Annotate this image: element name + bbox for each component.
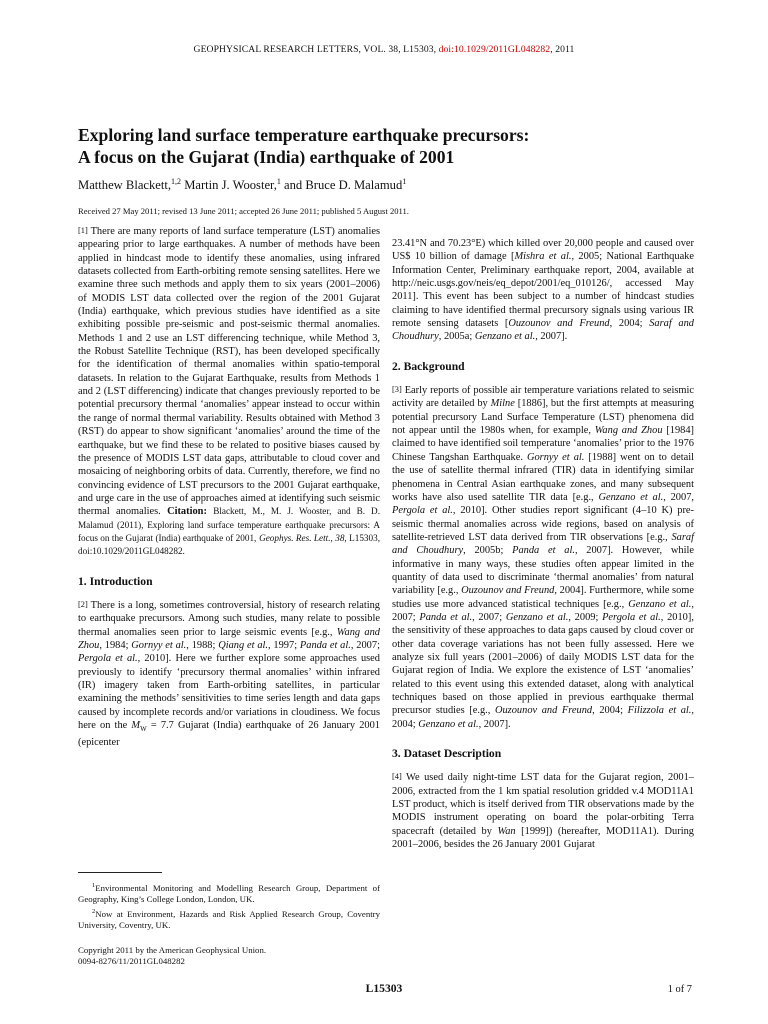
body-text: , 2005b; [463, 545, 504, 557]
body-text: , 2007; [350, 639, 380, 651]
body-text: , 2007, [663, 491, 694, 503]
reference[interactable]: Genzano et al. [505, 611, 569, 623]
reference[interactable]: Panda et al. [419, 611, 473, 623]
body-text: , 2010]. Other studies report significant (4–10 K) pre-seismic thermal anomalies across wide regions, based on analysis of satellite-retrieved LST data derived from TIR observations [e.g., [392, 505, 694, 543]
body-text: , 2005a; [438, 331, 473, 343]
paragraph-number: [1] [78, 226, 88, 235]
copyright-notice [78, 945, 380, 968]
reference[interactable]: Genzano et al. [418, 718, 479, 730]
body-text: , 2004; [609, 318, 643, 330]
abstract: [1] There are many reports of land surface temperature (LST) anomalies appearing prior to large earthquakes. A number of methods have been applied in hindcast mode to identify these anomalies, using infrared datasets collected from Earth-orbiting remote sensing satellites. Here we examine three such methods and apply them to six years (2001–2006) of MODIS LST data collected over the region of the 2001 Gujarat (India) earthquake, which previous studies have identified as a site exhibiting possible pre-seismic and post-seismic thermal anomalies. Methods 1 and 2 use an LST differencing technique, while Method 3, the Robust Satellite Technique (RST), has been developed specifically for the identification of thermal anomalies within spatio-temporal datasets. In relation to the Gujarat Earthquake, results from Methods 1 and 2 (LST differencing) indicate that changes previously reported to be potential precursory thermal ‘anomalies’ appear instead to occur within the range of normal thermal variability. Results obtained with Method 3 (RST) do appear to show significant ‘anomalies’ around the time of the earthquake, but we find these to be related to positive biases caused by the presence of MODIS LST data gaps, attributable to cloud cover and mosaicing of neighboring orbits of data. Currently, therefore, we find no convincing evidence of LST precursors to the 2001 Gujarat earthquake, and urge care in the use of approaches aimed at identifying such seismic thermal anomalies. Citation: Blackett, M., M. J. Wooster, and B. D. Malamud (2011), Exploring land surface temperature earthquake precursors: A focus on the Gujarat (India) earthquake of 2001, Geophys. Res. Lett., 38, L15303, doi:10.1029/2011GL048282. [78, 226, 380, 557]
body-text: , 2010]. Here we further explore some approaches used previously to identify ‘precursory thermal anomalies’ within infrared (IR) imagery taken from Earth-orbiting satellites, in particular examining the methods’ sensitivities to time series length and data gaps caused by incomplete records and/or variations in cloudiness. We focus here on the [78, 653, 380, 732]
citation-journal: Geophys. Res. Lett. [259, 532, 331, 543]
body-text: , 2007]. However, while informative in many ways, these studies often appear limited in the quantity of data used to discriminate ‘thermal anomalies’ from natural variability [e.g., [392, 545, 694, 597]
reference[interactable]: Ouzounov and Freund [494, 705, 593, 717]
reference[interactable]: Gornyy et al. [131, 639, 187, 651]
footnote-divider [78, 872, 162, 873]
copyright-line: Copyright 2011 by the American Geophysical Union. [78, 945, 267, 955]
reference[interactable]: Saraf and Choudhury [392, 318, 694, 343]
abstract-text: There are many reports of land surface temperature (LST) anomalies appearing prior to large earthquakes. A number of methods have been applied in hindcast mode to identify these anomalies, using infrared datasets collected from Earth-orbiting remote sensing satellites. Here we examine three such methods and apply them to six years (2001–2006) of MODIS LST data collected over the region of the 2001 Gujarat (India) earthquake, which previous studies have identified as a site exhibiting possible pre-seismic and post-seismic thermal anomalies. Methods 1 and 2 use an LST differencing technique, while Method 3, the Robust Satellite Technique (RST), has been developed specifically for the identification of thermal anomalies within spatio-temporal datasets. In relation to the Gujarat Earthquake, results from Methods 1 and 2 (LST differencing) indicate that changes previously reported to be potential precursory thermal ‘anomalies’ appear instead to occur within the range of normal thermal variability. Results obtained with Method 3 (RST) do appear to show significant ‘anomalies’ around the time of the earthquake, but we find these to be related to positive biases caused by the presence of MODIS LST data gaps, attributable to cloud cover and mosaicing of neighboring orbits of data. Currently, therefore, we find no convincing evidence of LST precursors to the 2001 Gujarat earthquake, and urge care in the use of approaches aimed at identifying such seismic thermal anomalies. [78, 226, 380, 518]
body-text: We used daily night-time LST data for the Gujarat region, 2001–2006, extracted from the 1 km spatial resolution gridded v.4 MOD11A1 LST product, which is itself derived from TIR observations made by the MODIS instrument operating on board the polar-orbiting Terra spacecraft (detailed by [392, 772, 694, 837]
reference[interactable]: Gornyy et al. [526, 451, 585, 463]
footnotes [78, 880, 380, 931]
reference[interactable]: Wang and Zhou [594, 425, 663, 437]
section-heading-background: 2. Background [392, 359, 465, 373]
reference[interactable]: Ouzounov and Freund [461, 585, 555, 597]
body-text: , 2010], the sensitivity of these approaches to data gaps caused by cloud cover or other data coverage variations has not been fully assessed. Here we analyze six full years (2001–2006) of daily MODIS LST data for the Gujarat region of India. We explore the existence of LST ‘anomalies’ related to this event using this extended dataset, along with analytical techniques based on those applied in previous earthquake thermal precursor studies [e.g., [392, 611, 694, 717]
page-count: 1 of 7 [667, 984, 692, 995]
running-header [0, 44, 768, 55]
reference[interactable]: Milne [490, 398, 515, 410]
author-1-affiliation: 1,2 [171, 177, 182, 186]
body-text: , 2004]. Furthermore, while some studies use more advanced statistical techniques [e.g., [392, 585, 694, 610]
doi-link[interactable]: doi:10.1029/2011GL048282 [438, 44, 551, 55]
body-text: , 2005; National Earthquake Information Center, Preliminary earthquake report, 2004, available at http://neic.usgs.gov/neis/eq_depot/2001/eq_010126/, accessed May 2011]. This event has been subject to a number of hindcast studies claiming to have identified thermal precursory signals using various IR remote sensing datasets [ [392, 251, 694, 330]
citation-text: Blackett, M., M. J. Wooster, and B. D. Malamud (2011), Exploring land surface temperature earthquake precursors: A focus on the Gujarat (India) earthquake of 2001, [78, 506, 380, 543]
reference[interactable]: Saraf and Choudhury [392, 531, 694, 557]
title-line-1: Exploring land surface temperature earthquake precursors: [78, 125, 530, 145]
journal-reference: GEOPHYSICAL RESEARCH LETTERS, VOL. 38, L15303, [193, 44, 439, 55]
issn-line: 0094-8276/11/2011GL048282 [78, 956, 185, 967]
publication-dates: Received 27 May 2011; revised 13 June 2011; accepted 26 June 2011; published 5 August 2011. [78, 206, 409, 216]
paper-title [78, 124, 698, 168]
paragraph-number: [4] [392, 772, 402, 782]
body-text: , 1984; [99, 639, 129, 651]
reference[interactable]: Qiang et al. [218, 639, 268, 651]
body-text: , 2004; [392, 705, 694, 730]
footnote-marker: 2 [92, 907, 96, 915]
citation-tail: , L15303, doi:10.1029/2011GL048282. [78, 532, 380, 557]
title-line-2: A focus on the Gujarat (India) earthquake of 2001 [78, 147, 455, 167]
reference[interactable]: Genzano et al. [628, 598, 692, 610]
author-3-affiliation: 1 [402, 177, 407, 186]
body-text: [1984] claimed to have identified soil temperature ‘anomalies’ prior to the 1976 Chinese Tangshan Earthquake. [392, 425, 694, 463]
reference[interactable]: Pergola et al. [392, 505, 453, 517]
author-3: and Bruce D. Malamud [284, 178, 403, 193]
body-text: [1999]) (hereafter, MOD11A1). During 2001–2006, besides the 26 January 2001 Gujarat [392, 825, 694, 851]
paragraph-number: [3] [392, 385, 402, 395]
introduction-paragraph [78, 598, 380, 750]
reference[interactable]: Ouzounov and Freund [508, 318, 610, 330]
dataset-paragraph [392, 770, 694, 851]
author-2: Martin J. Wooster, [184, 178, 277, 193]
section-heading-dataset: 3. Dataset Description [392, 747, 502, 761]
reference[interactable]: Panda et al. [299, 639, 351, 651]
reference[interactable]: Wan [497, 825, 516, 837]
citation-volume: 38 [335, 532, 345, 543]
article-id: L15303 [365, 982, 403, 995]
body-text: [1886], but the first attempts at measuring potential precursory Land Surface Temperature (LST) phenomena did not appear until the 1980s when, for example, [392, 398, 694, 437]
body-text: , 2007; [392, 598, 694, 623]
body-text: , 2004; [592, 705, 623, 717]
footnote-2 [78, 906, 380, 932]
body-text: , 2009; [568, 611, 599, 623]
reference[interactable]: Panda et al. [512, 545, 575, 557]
magnitude-subscript: W [140, 725, 147, 734]
body-text: , 1988; [186, 639, 216, 651]
left-column [78, 224, 380, 750]
reference[interactable]: Pergola et al. [78, 653, 138, 665]
body-text: , 2007]. [478, 718, 511, 730]
background-paragraph [392, 383, 694, 731]
body-text: [1988] went on to detail the use of satellite thermal infrared (TIR) data in identifying similar phenomena in Central Asian earthquake zones, and many subsequent works have also used satellite TIR data [e.g., [392, 451, 694, 503]
footnote-text: Environmental Monitoring and Modelling Research Group, Department of Geography, King’s College London, London, UK. [78, 882, 380, 905]
author-2-affiliation: 1 [276, 177, 281, 186]
reference[interactable]: Genzano et al. [598, 491, 664, 503]
body-text: 23.41°N and 70.23°E) which killed over 20,000 people and caused over US$ 10 billion of damage [ [392, 238, 694, 263]
header-year: , 2011 [550, 44, 575, 55]
body-text: = 7.7 Gujarat (India) earthquake of 26 January 2001 (epicenter [78, 720, 380, 749]
body-text: , 1997; [268, 639, 298, 651]
reference[interactable]: Pergola et al. [602, 611, 661, 623]
paragraph-number: [2] [78, 599, 88, 609]
body-text: There is a long, sometimes controversial, history of research relating to earthquake precursors. Among such studies, many relate to possible thermal anomalies seen prior to large seismic events [e.g., [78, 599, 380, 638]
section-heading-introduction: 1. Introduction [78, 574, 153, 588]
citation-label: Citation: [167, 506, 207, 518]
body-text: Early reports of possible air temperature variations related to seismic activity are detailed by [392, 385, 694, 410]
reference[interactable]: Mishra et al. [514, 251, 572, 263]
reference[interactable]: Wang and Zhou [78, 626, 380, 651]
author-1: Matthew Blackett, [78, 178, 172, 193]
introduction-continued [392, 237, 694, 344]
body-text: , 2007; [472, 611, 503, 623]
magnitude-symbol: M [131, 720, 141, 732]
body-text: , 2007]. [535, 331, 568, 343]
footnote-text: Now at Environment, Hazards and Risk Applied Research Group, Coventry University, Coventry, UK. [78, 908, 380, 931]
footnote-1 [78, 880, 380, 906]
reference[interactable]: Genzano et al. [474, 331, 536, 343]
reference[interactable]: Filizzola et al. [627, 705, 692, 717]
right-column [392, 237, 694, 851]
author-list [78, 177, 698, 193]
footnote-marker: 1 [92, 882, 96, 889]
